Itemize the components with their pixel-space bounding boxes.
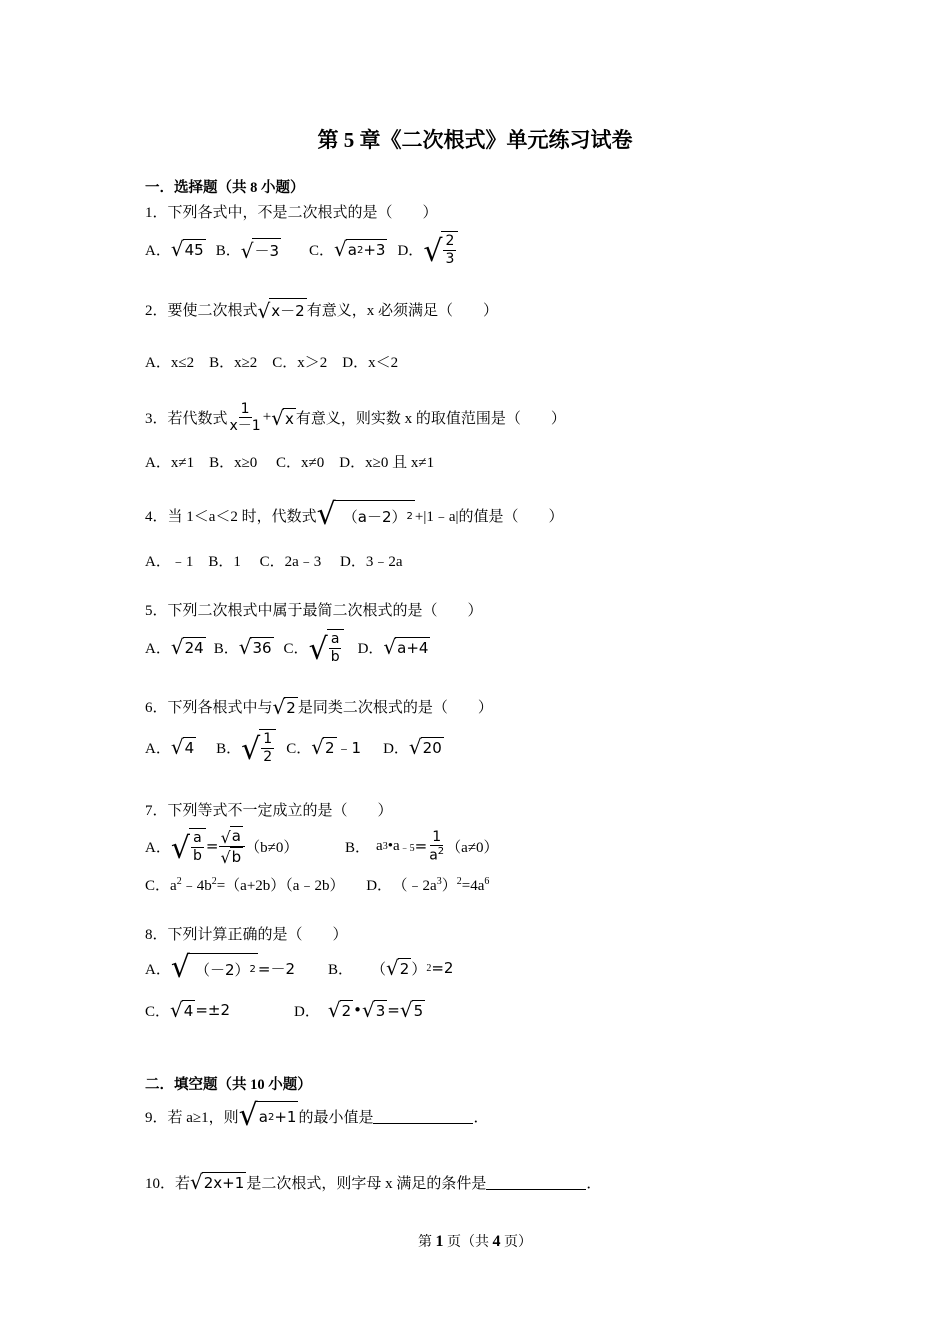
sqrt-fraction: √ $\frac{1}{2}$ — [241, 729, 276, 764]
answer-blank[interactable] — [486, 1175, 586, 1190]
sqrt-expression: √ （a－2） 2 — [316, 497, 413, 532]
sqrt-expression: √ 45 — [170, 237, 204, 261]
option-a-label: A． — [145, 740, 171, 757]
option-b-label: B． — [216, 740, 242, 757]
option-b-label: B． — [215, 242, 241, 259]
question-4-stem: 4．当 1＜a＜2 时，代数式 √ （a－2） 2 +|1﹣a|的值是（ ） — [145, 497, 564, 532]
question-8-stem: 8．下列计算正确的是（ ） — [145, 927, 348, 943]
sqrt-expression: √ 2 — [327, 998, 352, 1022]
answer-blank[interactable] — [373, 1109, 473, 1124]
sqrt-expression: √ a 2 +1 — [238, 1098, 297, 1133]
question-7-option-b: B． a 3 •a ﹣5 = $\frac{1}{a^2}$ （a≠0） — [345, 828, 499, 864]
question-7-options-cd: C．$a^2﹣4b^2=(a+2b)(a﹣2b)$ D． $(﹣2a^3)^2=4a^6$ — [145, 876, 490, 894]
sqrt-expression: √ 2 — [311, 735, 335, 759]
sqrt-expression: √ 2 — [272, 694, 296, 719]
question-8-option-d: D． √ 2 • √ 3 = √ 5 — [294, 998, 424, 1022]
option-c-label: C． — [309, 242, 335, 259]
question-6-options: A． √ 4 B． √ $\frac{1}{2}$ C． √ 2 ﹣1 D． √ 20 — [145, 731, 442, 767]
page-number: 1 — [435, 1233, 444, 1250]
option-d-label: D． — [397, 242, 424, 259]
page-total: 4 — [492, 1233, 501, 1250]
sqrt-expression: √ a+4 — [383, 635, 429, 659]
fraction: $\frac{1}{x-1}$ — [229, 401, 261, 435]
sqrt-expression: √ 20 — [408, 735, 442, 759]
page-footer: 第 1 页（共 4 页） — [418, 1233, 532, 1250]
question-5-options — [145, 625, 430, 669]
sqrt-expression: √ x — [271, 405, 294, 430]
option-a-label: A． — [145, 640, 171, 657]
sqrt-expression: √ （－2） 2 — [170, 950, 256, 985]
question-6-stem: 6．下列各根式中与 √ 2 是同类二次根式的是（ ） — [145, 694, 493, 719]
sqrt-fraction: √ $\frac{2}{3}$ — [423, 231, 458, 266]
question-3-options: A．x≠1 B．x≥0 C．x≠0 D．x≥0 且 x≠1 — [145, 455, 435, 471]
question-1-stem: 1．下列各式中，不是二次根式的是（ ） — [145, 205, 438, 221]
question-8-option-c: C． √ 4 =±2 — [145, 998, 230, 1022]
fraction: √ a √ b — [218, 826, 245, 866]
section-heading-choice: 一．选择题（共 8 小题） — [145, 180, 305, 196]
question-7-option-a: A． √ $\frac{a}{b}$ = √ a √ b （b≠0） — [145, 827, 299, 867]
sqrt-expression: √ 2x+1 — [190, 1170, 245, 1194]
question-2-options: A．x≤2 B．x≥2 C．x＞2 D．x＜2 — [145, 355, 399, 371]
question-3-stem: 3．若代数式 $\frac{1}{x-1}$ + √ x 有意义，则实数 x 的取值范围是（ ） — [145, 401, 566, 435]
question-7-stem: 7．下列等式不一定成立的是（ ） — [145, 803, 393, 819]
sqrt-expression: √ 24 — [170, 635, 204, 659]
sqrt-expression: √ 4 — [170, 735, 195, 759]
section-heading-fill: 二．填空题（共 10 小题） — [145, 1077, 312, 1093]
sqrt-expression: √ 2 — [386, 956, 410, 980]
option-a-label: A． — [145, 242, 171, 259]
option-d-label: D． — [383, 740, 409, 757]
question-1-options — [145, 227, 458, 271]
sqrt-fraction: √ $\frac{a}{b}$ — [309, 629, 344, 664]
question-5-stem: 5．下列二次根式中属于最简二次根式的是（ ） — [145, 603, 483, 619]
fraction: $\frac{1}{a^2}$ — [429, 828, 445, 864]
sqrt-fraction: √ $\frac{a}{b}$ — [171, 828, 206, 863]
question-8-option-b: B． （ √ 2 ） 2 =2 — [328, 956, 454, 980]
page-title: 第 5 章《二次根式》单元练习试卷 — [317, 128, 633, 152]
question-9-stem: 9．若 a≥1，则 √ a 2 +1 的最小值是 ． — [145, 1098, 489, 1133]
sqrt-expression: √ 4 — [170, 998, 194, 1022]
question-8-option-a: A． √ （－2） 2 =－2 — [145, 950, 296, 985]
sqrt-expression: √ 3 — [362, 998, 386, 1022]
sqrt-expression: √ 5 — [399, 998, 424, 1022]
question-10-stem: 10．若 √ 2x+1 是二次根式，则字母 x 满足的条件是 ． — [145, 1170, 602, 1194]
option-b-label: B． — [213, 640, 239, 657]
sqrt-expression: √ 36 — [238, 635, 272, 659]
question-2-stem: 2．要使二次根式 √ x－2 有意义，x 必须满足（ ） — [145, 299, 498, 323]
option-c-label: C． — [286, 740, 312, 757]
sqrt-expression: √ －3 — [240, 238, 279, 263]
sqrt-expression: √ a 2 +3 — [334, 237, 386, 261]
question-4-options: A．﹣1 B．1 C．2a﹣3 D．3﹣2a — [145, 554, 403, 570]
option-c-label: C． — [283, 640, 309, 657]
sqrt-expression: √ x－2 — [257, 299, 305, 323]
option-d-label: D． — [357, 640, 384, 657]
